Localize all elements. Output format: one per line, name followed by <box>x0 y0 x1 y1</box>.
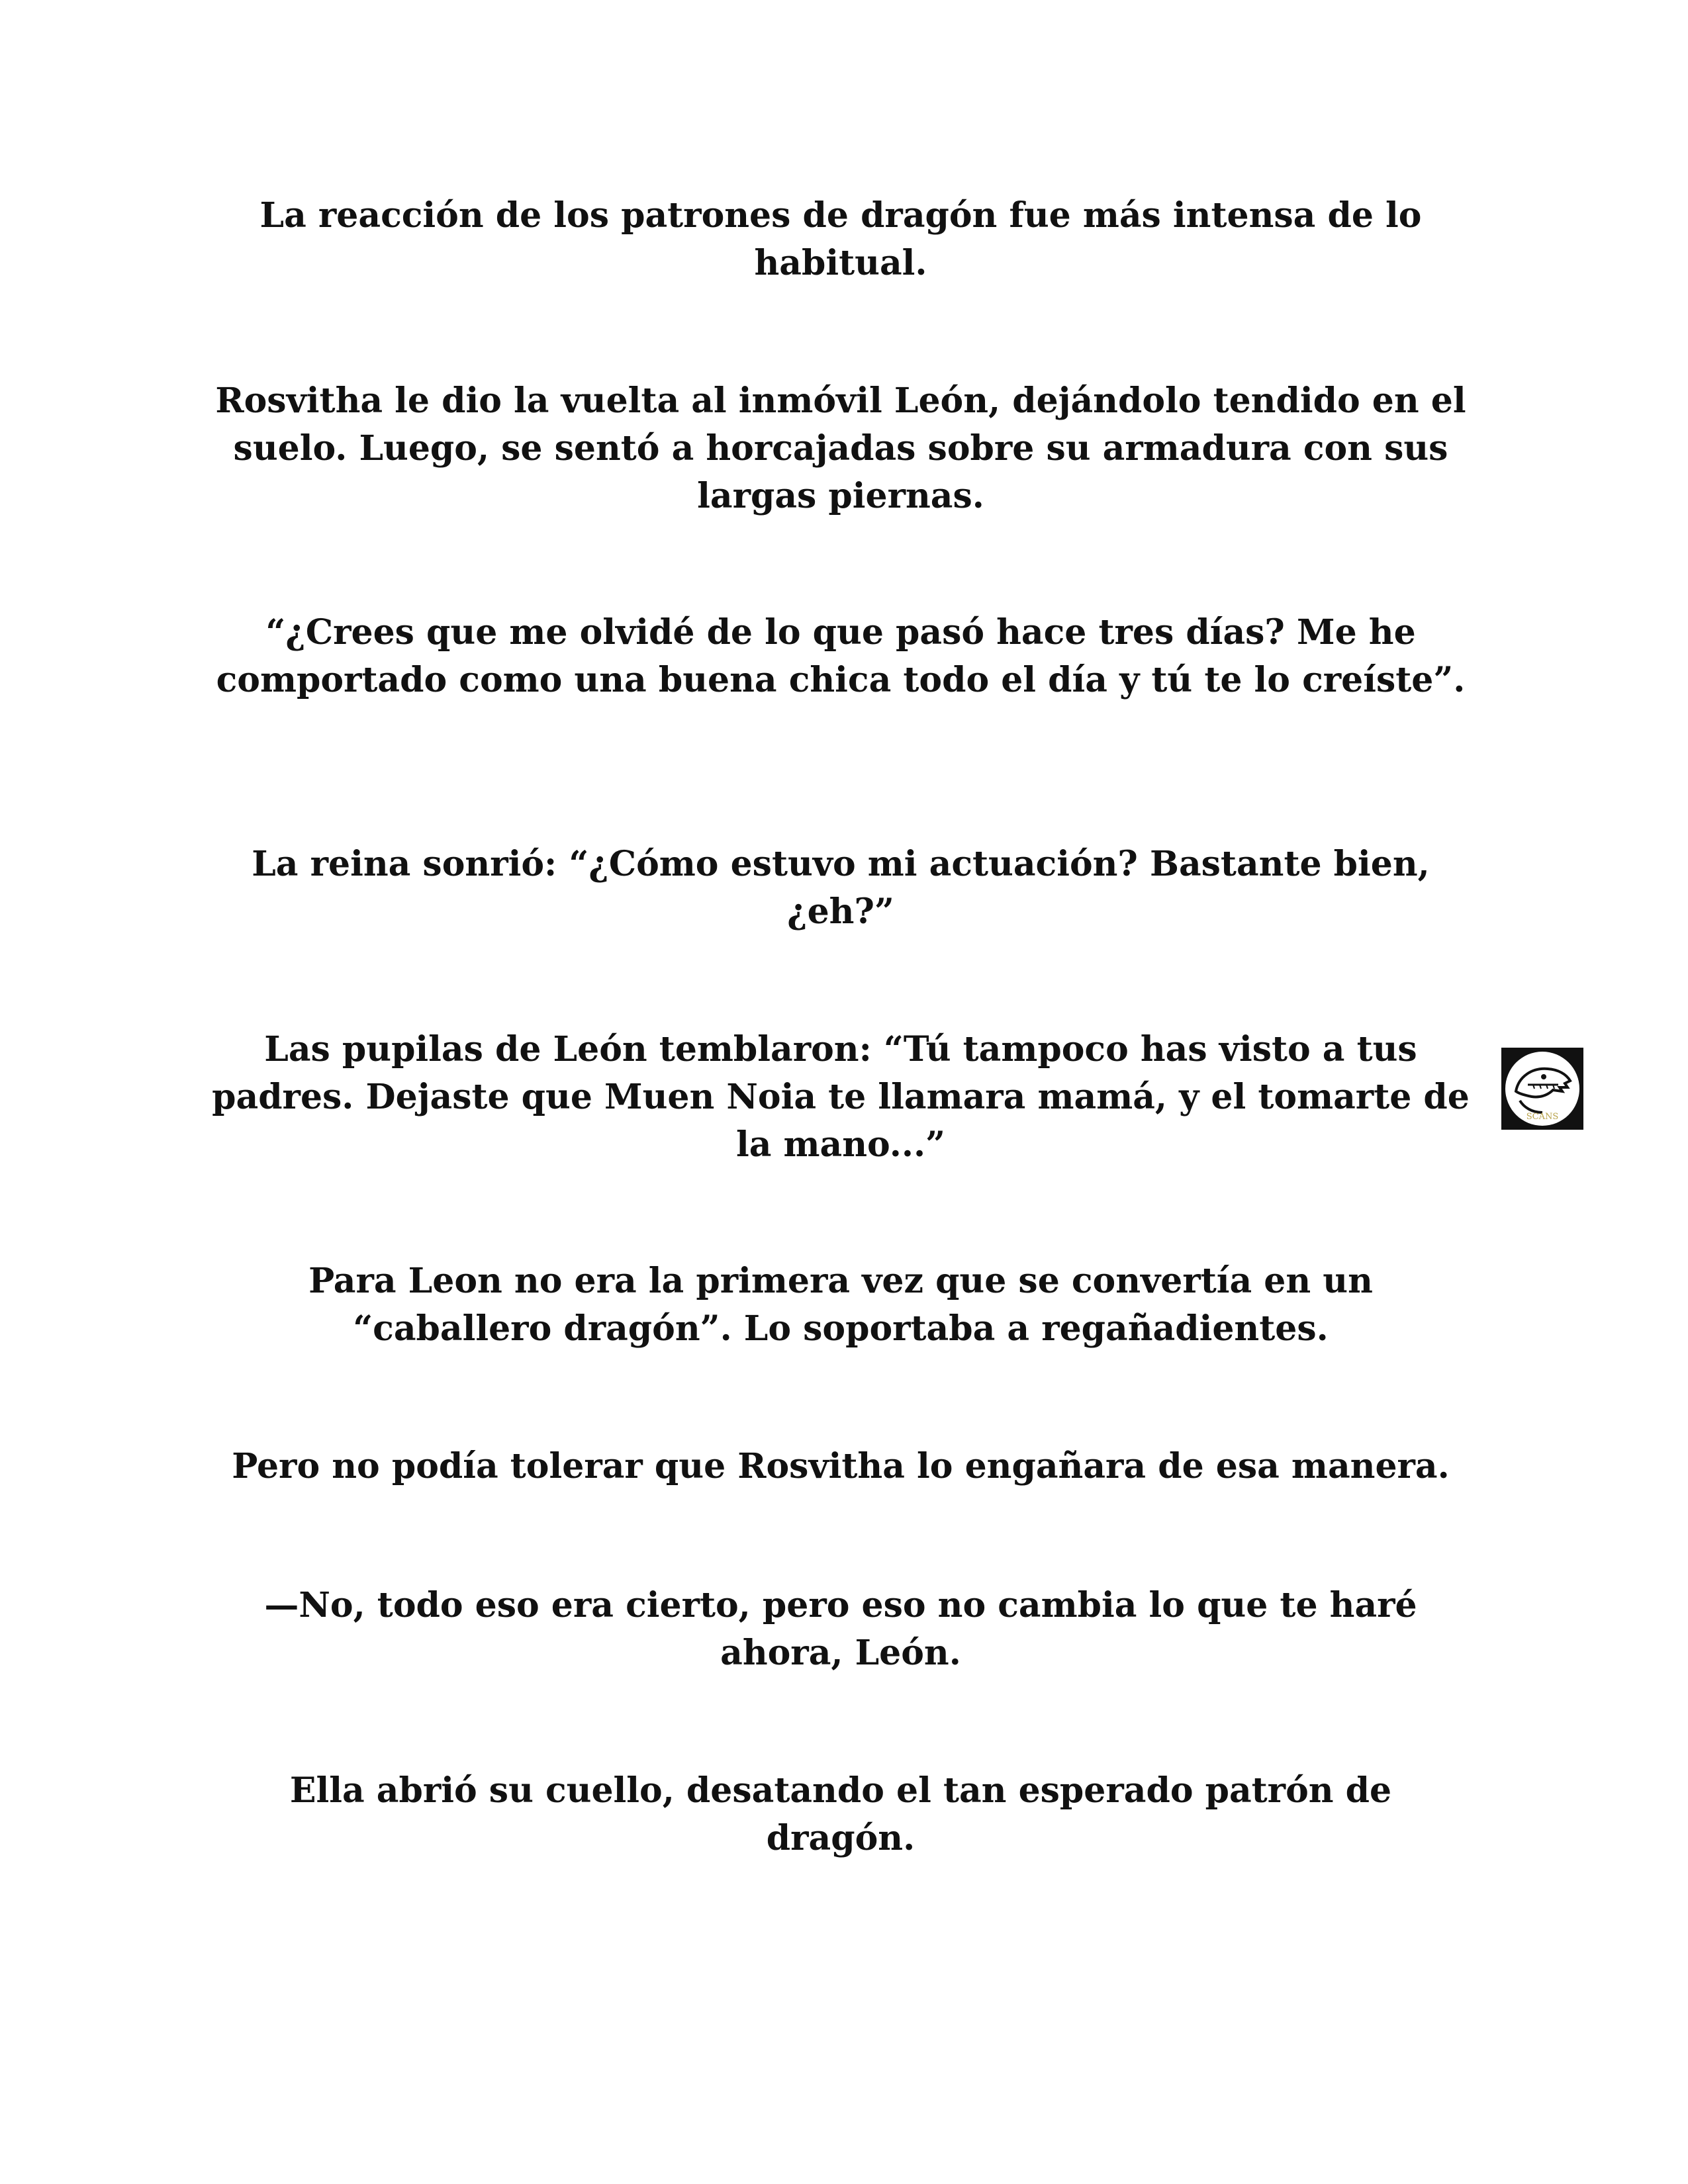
paragraph-6: Para Leon no era la primera vez que se convertía en un “caballero dragón”. Lo soportaba a regañadientes. <box>308 1261 1373 1349</box>
paragraph-4: La reina sonrió: “¿Cómo estuvo mi actuación? Bastante bien, ¿eh?” <box>252 844 1430 932</box>
dinosaur-head-icon <box>1501 1048 1583 1130</box>
scans-watermark-logo <box>1501 1048 1583 1130</box>
svg-text:SCANS: SCANS <box>1526 1112 1559 1122</box>
paragraph-8: —No, todo eso era cierto, pero eso no cambia lo que te haré ahora, León. <box>264 1585 1417 1673</box>
paragraph-3: “¿Crees que me olvidé de lo que pasó hace tres días? Me he comportado como una buena chica todo el día y tú te lo creíste”. <box>216 612 1466 700</box>
paragraph-7: Pero no podía tolerar que Rosvitha lo engañara de esa manera. <box>232 1446 1450 1486</box>
paragraph-9: Ella abrió su cuello, desatando el tan esperado patrón de dragón. <box>289 1770 1392 1858</box>
paragraph-1: La reacción de los patrones de dragón fue más intensa de lo habitual. <box>259 195 1422 283</box>
paragraph-5: Las pupilas de León temblaron: “Tú tampoco has visto a tus padres. Dejaste que Muen Noia te llamara mamá, y el tomarte de la mano...” <box>212 1029 1470 1165</box>
paragraph-2: Rosvitha le dio la vuelta al inmóvil León, dejándolo tendido en el suelo. Luego, se sentó a horcajadas sobre su armadura con sus largas piernas. <box>215 381 1466 516</box>
